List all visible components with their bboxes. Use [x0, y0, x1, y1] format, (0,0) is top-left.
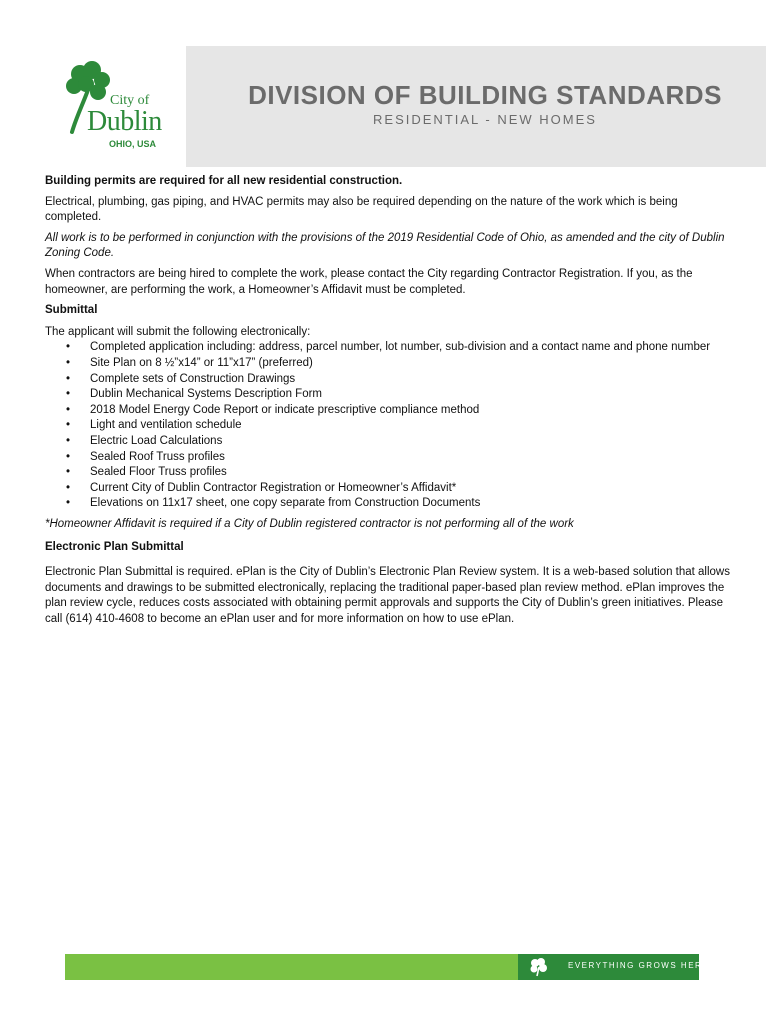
logo-city-of: City of: [110, 93, 150, 108]
list-item: • Site Plan on 8 ½”x14” or 11”x17” (preferred): [90, 356, 735, 372]
intro-heading: Building permits are required for all new residential construction.: [45, 175, 403, 187]
list-item: • Completed application including: address, parcel number, lot number, sub-division and a contact name and phone number: [90, 340, 735, 356]
shamrock-icon: [528, 957, 550, 977]
list-item: • Electric Load Calculations: [90, 434, 735, 450]
submittal-list: [45, 340, 735, 512]
list-item: • Light and ventilation schedule: [90, 418, 735, 434]
list-item: • Sealed Roof Truss profiles: [90, 450, 735, 466]
list-item: • Sealed Floor Truss profiles: [90, 465, 735, 481]
submittal-lead: The applicant will submit the following electronically:: [45, 325, 311, 338]
eplan-heading: Electronic Plan Submittal: [45, 541, 184, 554]
contractor-paragraph: When contractors are being hired to complete the work, please contact the City regarding Contractor Registration. If you, as the homeowner, are performing the work, a Homeowner’s Affidavit must be completed.: [45, 267, 693, 296]
footer-tagline: EVERYTHING GROWS HERE.: [568, 961, 713, 970]
list-item: • Dublin Mechanical Systems Description Form: [90, 387, 735, 403]
code-paragraph: All work is to be performed in conjunction with the provisions of the 2019 Residential Code of Ohio, as amended and the city of Dublin Zoning Code.: [45, 231, 725, 260]
list-item: • Elevations on 11x17 sheet, one copy separate from Construction Documents: [90, 496, 735, 512]
page-subtitle: RESIDENTIAL - NEW HOMES: [373, 112, 597, 127]
logo-city-name: Dublin: [87, 106, 162, 137]
submittal-heading: Submittal: [45, 304, 98, 317]
list-item: • Complete sets of Construction Drawings: [90, 372, 735, 388]
list-item: • Current City of Dublin Contractor Registration or Homeowner’s Affidavit*: [90, 481, 735, 497]
page-title: DIVISION OF BUILDING STANDARDS: [248, 80, 722, 110]
logo-state: OHIO, USA: [109, 139, 157, 149]
document-body: [45, 174, 735, 632]
list-item: • 2018 Model Energy Code Report or indicate prescriptive compliance method: [90, 403, 735, 419]
affidavit-note: *Homeowner Affidavit is required if a City of Dublin registered contractor is not performing all of the work: [45, 517, 574, 530]
eplan-paragraph: Electronic Plan Submittal is required. ePlan is the City of Dublin’s Electronic Plan Review system. It is a web-based solution that allows documents and drawings to be submitted electronically, replacing the traditional paper-based plan review method. ePlan improves the plan review cycle, reduces costs associated with obtaining permit approvals and supports the City of Dublin’s green initiatives. Please call (614) 410-4608 to become an ePlan user and for more information on how to use ePlan.: [45, 566, 730, 625]
intro-paragraph: Electrical, plumbing, gas piping, and HVAC permits may also be required depending on the nature of the work which is being completed.: [45, 195, 678, 224]
